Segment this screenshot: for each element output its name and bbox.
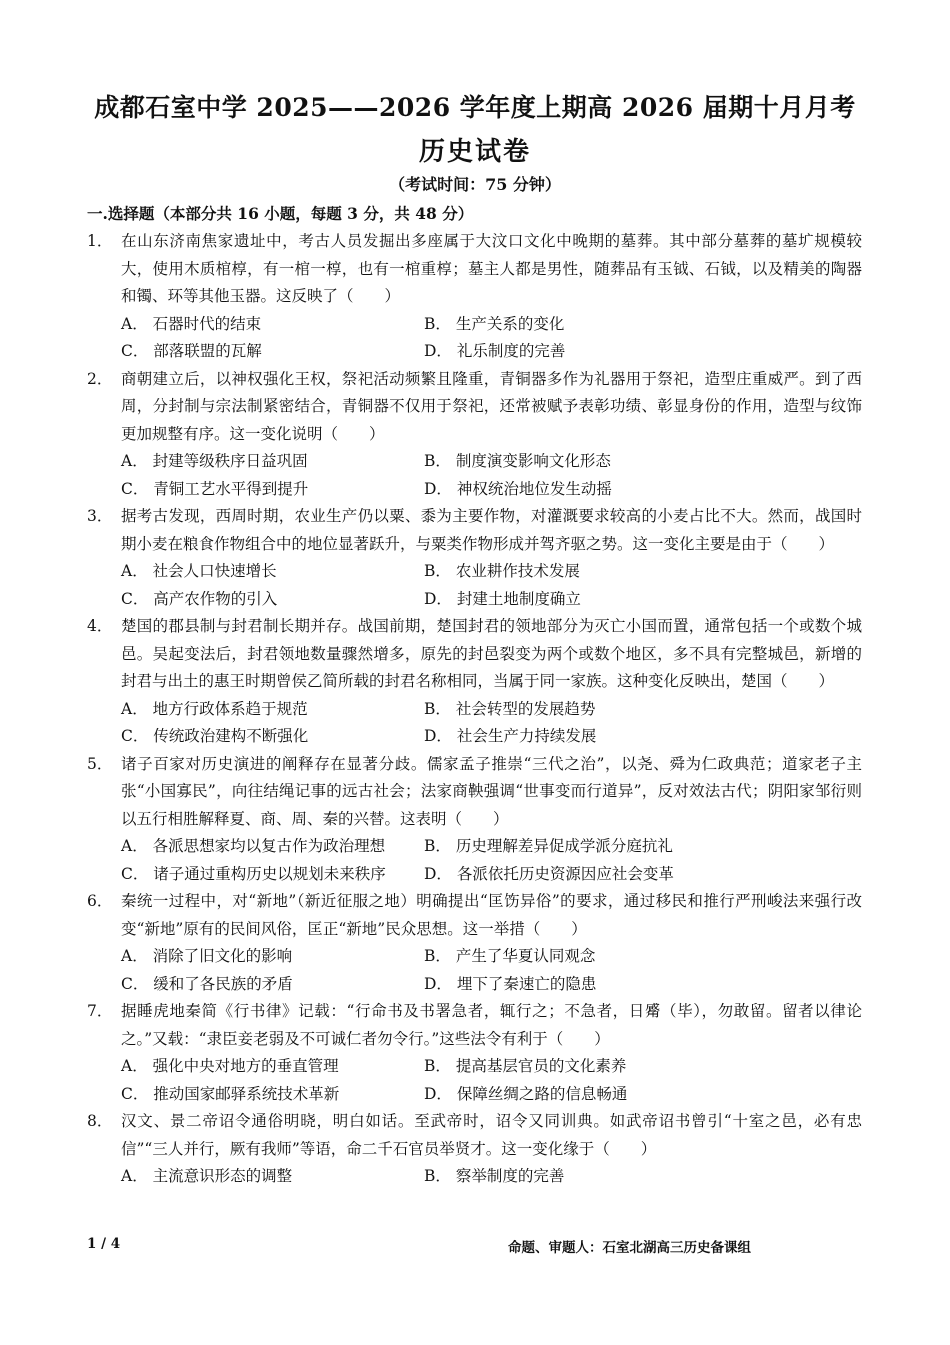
- answer-option: A． 各派思想家均以复古作为政治理想: [121, 837, 386, 855]
- answer-option: B． 历史理解差异促成学派分庭抗礼: [424, 837, 673, 855]
- answer-option: C． 诸子通过重构历史以规划未来秩序: [121, 864, 386, 883]
- option-group: [87, 558, 862, 613]
- answer-option: A． 强化中央对地方的垂直管理: [121, 1057, 339, 1075]
- question-stem: 秦统一过程中，对“新地”（新近征服之地）明确提出“匡饬异俗”的要求，通过移民和推行严刑峻法来强行改变“新地”原有的民间风俗，匡正“新地”民众思想。这一举措（ ）: [121, 892, 862, 938]
- question-number: 7．: [87, 1002, 113, 1020]
- answer-option: A． 主流意识形态的调整: [121, 1167, 293, 1185]
- option-group: [87, 943, 862, 998]
- question-stem: 商朝建立后，以神权强化王权，祭祀活动频繁且隆重，青铜器多作为礼器用于祭祀，造型庄重威严。到了西周，分封制与宗法制紧密结合，青铜器不仅用于祭祀，还常被赋予表彰功绩、彰显身份的作用，造型与纹饰更加规整有序。这一变化说明（ ）: [121, 369, 862, 443]
- page-number: 1 / 4: [87, 1236, 121, 1252]
- question-1: [87, 228, 862, 366]
- question-stem: 在山东济南焦家遗址中，考古人员发掘出多座属于大汶口文化中晚期的墓葬。其中部分墓葬的墓圹规模较大，使用木质棺椁，有一棺一椁，也有一棺重椁；墓主人都是男性，随葬品有玉钺、石钺，以及精美的陶器和镯、环等其他玉器。这反映了（ ）: [121, 232, 862, 305]
- answer-option: C． 部落联盟的瓦解: [121, 342, 262, 360]
- question-number: 8．: [87, 1112, 113, 1130]
- answer-option: B． 产生了华夏认同观念: [424, 947, 596, 965]
- section-heading: 一.选择题（本部分共 16 小题，每题 3 分，共 48 分）: [87, 204, 474, 223]
- answer-option: D． 封建土地制度确立: [424, 589, 581, 608]
- answer-option: D． 保障丝绸之路的信息畅通: [424, 1084, 628, 1103]
- option-group: [87, 1163, 862, 1191]
- answer-option: C． 缓和了各民族的矛盾: [121, 974, 293, 993]
- question-number: 6．: [87, 892, 113, 910]
- question-7: [87, 998, 862, 1108]
- answer-option: A． 封建等级秩序日益巩固: [121, 452, 308, 470]
- question-stem: 楚国的郡县制与封君制长期并存。战国前期，楚国封君的领地部分为灭亡小国而置，通常包括一个或数个城邑。吴起变法后，封君领地数量骤然增多，原先的封邑裂变为两个或数个地区，多不具有完整城邑，新增的封君与出土的惠王时期曾侯乙简所载的封君名称相同，当属于同一家族。这种变化反映出，楚国（ ）: [121, 617, 862, 690]
- answer-option: D． 各派依托历史资源因应社会变革: [424, 864, 674, 883]
- answer-option: A． 地方行政体系趋于规范: [121, 699, 308, 718]
- question-list: [87, 228, 862, 1191]
- answer-option: D． 神权统治地位发生动摇: [424, 479, 612, 498]
- answer-option: D． 礼乐制度的完善: [424, 342, 566, 360]
- question-stem: 据睡虎地秦简《行书律》记载：“行命书及书署急者，辄行之；不急者，日觱（毕），勿敢留。留者以律论之。”又载：“隶臣妾老弱及不可诚仁者勿令行。”这些法令有利于（ ）: [121, 1002, 862, 1048]
- question-4: [87, 613, 862, 751]
- answer-option: B． 社会转型的发展趋势: [424, 699, 596, 718]
- answer-option: B． 察举制度的完善: [424, 1167, 565, 1185]
- answer-option: B． 生产关系的变化: [424, 314, 565, 333]
- question-number: 4．: [87, 617, 113, 635]
- question-stem: 汉文、景二帝诏令通俗明晓，明白如话。至武帝时，诏令又同训典。如武帝诏书曾引“十室之邑，必有忠信”“三人并行，厥有我师”等语，命二千石官员举贤才。这一变化缘于（ ）: [121, 1112, 862, 1158]
- answer-option: B． 提高基层官员的文化素养: [424, 1057, 627, 1075]
- question-8: [87, 1108, 862, 1191]
- question-number: 2．: [87, 369, 113, 388]
- answer-option: A． 消除了旧文化的影响: [121, 947, 293, 965]
- option-group: [87, 1053, 862, 1108]
- question-6: [87, 888, 862, 998]
- question-number: 3．: [87, 507, 113, 525]
- option-group: [87, 448, 862, 503]
- answer-option: C． 传统政治建构不断强化: [121, 727, 309, 745]
- question-5: [87, 751, 862, 889]
- option-group: [87, 311, 862, 366]
- answer-option: C． 推动国家邮驿系统技术革新: [121, 1084, 340, 1103]
- answer-option: D． 社会生产力持续发展: [424, 727, 597, 745]
- exam-time-note: （考试时间：75 分钟）: [389, 175, 561, 194]
- question-2: [87, 366, 862, 504]
- question-stem: 据考古发现，西周时期，农业生产仍以粟、黍为主要作物，对灌溉要求较高的小麦占比不大。然而，战国时期小麦在粮食作物组合中的地位显著跃升，与粟类作物形成并驾齐驱之势。这一变化主要是由于（ ）: [121, 507, 862, 553]
- question-stem: 诸子百家对历史演进的阐释存在显著分歧。儒家孟子推崇“三代之治”，以尧、舜为仁政典范；道家老子主张“小国寡民”，向往结绳记事的远古社会；法家商鞅强调“世事变而行道异”，反对效法古代；阴阳家邹衍则以五行相胜解释夏、商、周、秦的兴替。这表明（ ）: [121, 754, 862, 828]
- question-3: [87, 503, 862, 613]
- answer-option: A． 社会人口快速增长: [121, 562, 277, 580]
- answer-option: B． 农业耕作技术发展: [424, 562, 580, 580]
- question-number: 5．: [87, 754, 113, 773]
- question-number: 1．: [87, 232, 113, 250]
- footer-authors: 命题、审题人：石室北湖高三历史备课组: [508, 1240, 751, 1256]
- exam-title: 成都石室中学 2025——2026 学年度上期高 2026 届期十月月考: [94, 93, 856, 122]
- answer-option: C． 青铜工艺水平得到提升: [121, 479, 309, 498]
- answer-option: A． 石器时代的结束: [121, 314, 262, 333]
- answer-option: B． 制度演变影响文化形态: [424, 452, 611, 470]
- answer-option: C． 高产农作物的引入: [121, 589, 278, 608]
- option-group: [87, 833, 862, 888]
- option-group: [87, 696, 862, 751]
- exam-subject: 历史试卷: [418, 137, 531, 167]
- answer-option: D． 埋下了秦速亡的隐患: [424, 974, 597, 993]
